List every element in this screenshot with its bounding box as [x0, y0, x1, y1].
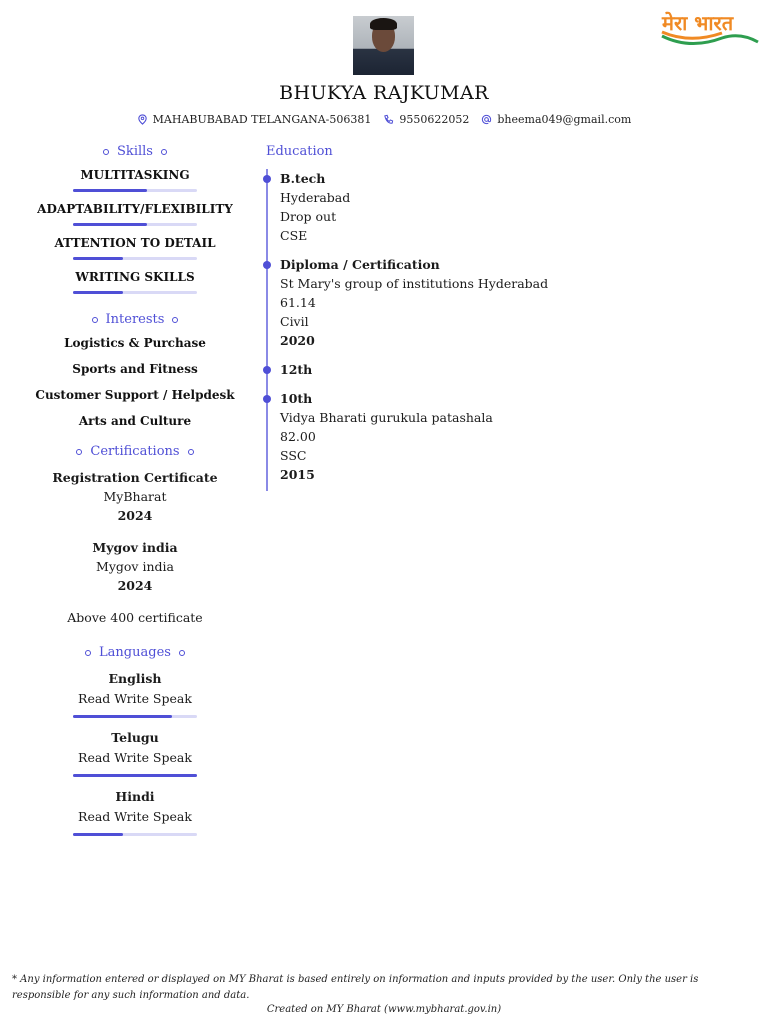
certification-year: 2024 — [117, 578, 153, 593]
left-column — [20, 144, 250, 846]
skill-level-bar — [73, 291, 197, 294]
interests-heading — [20, 312, 250, 327]
education-line: 82.00 — [280, 429, 316, 444]
education-line: St Mary's group of institutions Hyderabad — [280, 276, 549, 291]
certification-issuer: Mygov india — [96, 559, 174, 574]
language-skills: Read Write Speak — [78, 750, 192, 765]
education-year: 2015 — [280, 467, 315, 482]
bullet-ring-icon — [85, 650, 91, 656]
bullet-ring-icon — [188, 449, 194, 455]
skill-label: MULTITASKING — [80, 168, 190, 182]
skill-level-bar — [73, 223, 197, 226]
phone-icon — [383, 114, 394, 125]
bullet-ring-icon — [172, 317, 178, 323]
skills-title: Skills — [117, 144, 153, 159]
education-line: Hyderabad — [280, 190, 351, 205]
language-level-fill — [73, 833, 123, 836]
contact-bar — [0, 113, 768, 126]
skill-level-fill — [73, 291, 123, 294]
certification-year: 2024 — [117, 508, 153, 523]
skill-label: ATTENTION TO DETAIL — [54, 236, 216, 250]
skill-level-fill — [73, 223, 147, 226]
education-line: SSC — [280, 448, 307, 463]
education-timeline — [266, 169, 746, 484]
language-name: Telugu — [111, 730, 159, 745]
location-text: MAHABUBABAD TELANGANA-506381 — [152, 113, 372, 126]
interests-title: Interests — [105, 312, 165, 327]
certifications-heading — [20, 444, 250, 459]
education-title-text: B.tech — [280, 171, 326, 186]
bullet-ring-icon — [92, 317, 98, 323]
certification-item — [20, 538, 250, 595]
timeline-line — [266, 169, 268, 491]
education-line: Drop out — [280, 209, 337, 224]
profile-photo — [353, 16, 414, 75]
language-level-fill — [73, 715, 172, 718]
certification-title: Registration Certificate — [52, 470, 218, 485]
education-entry — [280, 360, 746, 379]
interest-item: Logistics & Purchase — [64, 336, 206, 350]
timeline-dot-icon — [263, 395, 271, 403]
skill-item — [20, 168, 250, 192]
education-line: CSE — [280, 228, 308, 243]
language-skills: Read Write Speak — [78, 691, 192, 706]
contact-phone — [383, 113, 469, 126]
email-link[interactable]: bheema049@gmail.com — [497, 113, 632, 126]
certifications-title: Certifications — [90, 444, 180, 459]
skill-level-bar — [73, 257, 197, 260]
language-level-bar — [73, 715, 197, 718]
language-item — [20, 728, 250, 777]
at-sign-icon — [481, 114, 492, 125]
candidate-name: BHUKYA RAJKUMAR — [279, 82, 489, 104]
timeline-dot-icon — [263, 175, 271, 183]
bullet-ring-icon — [103, 149, 109, 155]
timeline-dot-icon — [263, 261, 271, 269]
education-entry — [280, 255, 746, 350]
footer-created: Created on MY Bharat (www.mybharat.gov.in) — [266, 1004, 502, 1015]
language-item — [20, 669, 250, 718]
education-title-text: Diploma / Certification — [280, 257, 440, 272]
language-level-bar — [73, 833, 197, 836]
education-line: Vidya Bharati gurukula patashala — [280, 410, 493, 425]
skill-item — [20, 236, 250, 260]
contact-location — [137, 113, 372, 126]
logo-text: मेरा भारत — [662, 11, 734, 35]
bullet-ring-icon — [179, 650, 185, 656]
skill-level-fill — [73, 257, 123, 260]
interest-item: Customer Support / Helpdesk — [35, 388, 235, 402]
language-level-bar — [73, 774, 197, 777]
education-title: Education — [266, 144, 333, 159]
education-entry — [280, 169, 746, 245]
education-year: 2020 — [280, 333, 315, 348]
footer-disclaimer: * Any information entered or displayed on MY Bharat is based entirely on information and inputs provided by the user. Only the user is responsible for any such information and data. — [12, 974, 699, 1001]
language-name: Hindi — [115, 789, 155, 804]
language-name: English — [108, 671, 162, 686]
education-title-text: 10th — [280, 391, 313, 406]
certification-issuer: MyBharat — [103, 489, 167, 504]
education-line: 61.14 — [280, 295, 316, 310]
language-item — [20, 787, 250, 836]
education-heading — [266, 144, 746, 159]
skill-level-bar — [73, 189, 197, 192]
education-title-text: 12th — [280, 362, 313, 377]
phone-text[interactable]: 9550622052 — [399, 113, 470, 126]
skill-item — [20, 202, 250, 226]
location-pin-icon — [137, 114, 148, 125]
bullet-ring-icon — [76, 449, 82, 455]
skill-level-fill — [73, 189, 147, 192]
education-line: Civil — [280, 314, 309, 329]
my-bharat-logo — [660, 6, 760, 50]
language-level-fill — [73, 774, 197, 777]
logo-graphic — [660, 6, 760, 50]
language-skills: Read Write Speak — [78, 809, 192, 824]
timeline-dot-icon — [263, 366, 271, 374]
languages-title: Languages — [99, 645, 171, 660]
certification-item — [20, 468, 250, 525]
skill-label: ADAPTABILITY/FLEXIBILITY — [37, 202, 233, 216]
languages-heading — [20, 645, 250, 660]
right-column — [266, 144, 746, 494]
skill-label: WRITING SKILLS — [75, 270, 195, 284]
certification-title: Mygov india — [92, 540, 178, 555]
bullet-ring-icon — [161, 149, 167, 155]
photo-hair — [370, 18, 397, 30]
interest-item: Sports and Fitness — [72, 362, 198, 376]
certification-note: Above 400 certificate — [67, 610, 203, 625]
skills-heading — [20, 144, 250, 159]
skill-item — [20, 270, 250, 294]
education-entry — [280, 389, 746, 484]
contact-email — [481, 113, 631, 126]
interest-item: Arts and Culture — [78, 414, 192, 428]
